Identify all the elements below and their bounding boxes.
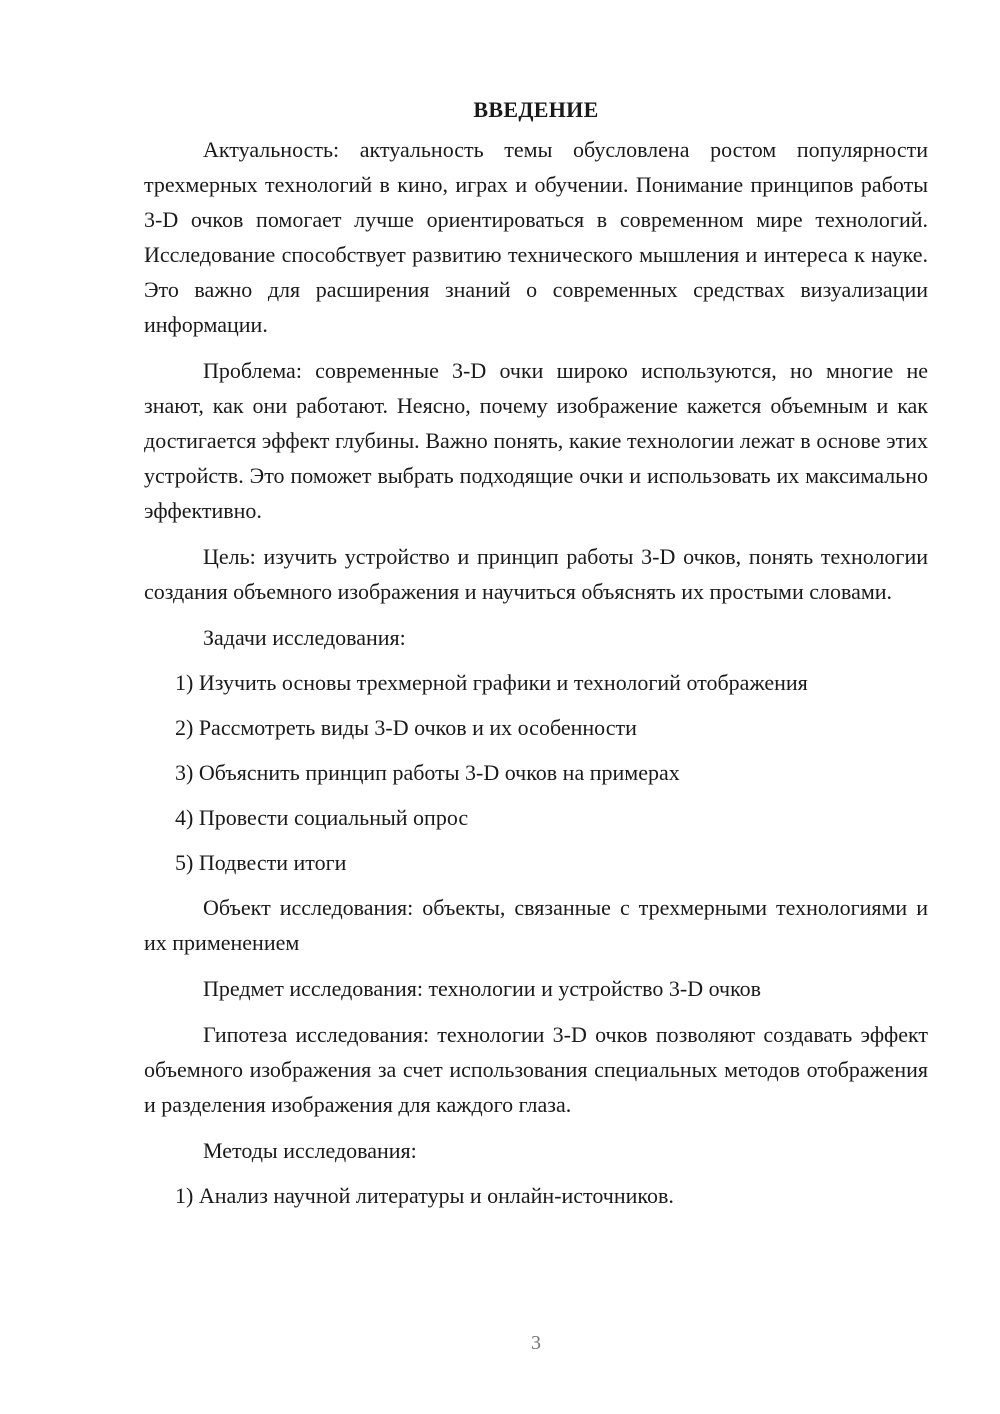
list-item: 3) Объяснить принцип работы 3-D очков на примерах: [175, 760, 680, 785]
hypothesis-paragraph: Гипотеза исследования: технологии 3-D очков позволяют создавать эффект объемного изображения за счет использования специальных методов отображения и разделения изображения для каждого глаза.: [144, 1022, 928, 1117]
goal-paragraph: Цель: изучить устройство и принцип работы 3-D очков, понять технологии создания объемного изображения и научиться объяснять их простыми словами.: [144, 544, 928, 604]
methods-title: Методы исследования:: [203, 1138, 417, 1163]
list-item: 5) Подвести итоги: [175, 850, 347, 875]
tasks-list: [144, 665, 928, 880]
section-heading: ВВЕДЕНИЕ: [473, 97, 599, 122]
document-page: [144, 92, 928, 1221]
object-paragraph: Объект исследования: объекты, связанные с трехмерными технологиями и их применением: [144, 895, 928, 955]
subject-paragraph: Предмет исследования: технологии и устройство 3-D очков: [203, 976, 762, 1001]
methods-list: [144, 1178, 928, 1213]
relevance-paragraph: Актуальность: актуальность темы обусловлена ростом популярности трехмерных технологий в кино, играх и обучении. Понимание принципов работы 3-D очков помогает лучше ориентироваться в современном мире технологий. Исследование способствует развитию технического мышления и интереса к науке. Это важно для расширения знаний о современных средствах визуализации информации.: [144, 137, 928, 337]
problem-paragraph: Проблема: современные 3-D очки широко используются, но многие не знают, как они работают. Неясно, почему изображение кажется объемным и как достигается эффект глубины. Важно понять, какие технологии лежат в основе этих устройств. Это поможет выбрать подходящие очки и использовать их максимально эффективно.: [144, 358, 928, 523]
tasks-title: Задачи исследования:: [203, 625, 406, 650]
page-number: 3: [531, 1332, 541, 1354]
list-item: 2) Рассмотреть виды 3-D очков и их особенности: [175, 715, 637, 740]
list-item: 1) Анализ научной литературы и онлайн-источников.: [175, 1183, 674, 1208]
list-item: 4) Провести социальный опрос: [175, 805, 469, 830]
list-item: 1) Изучить основы трехмерной графики и технологий отображения: [175, 670, 808, 695]
